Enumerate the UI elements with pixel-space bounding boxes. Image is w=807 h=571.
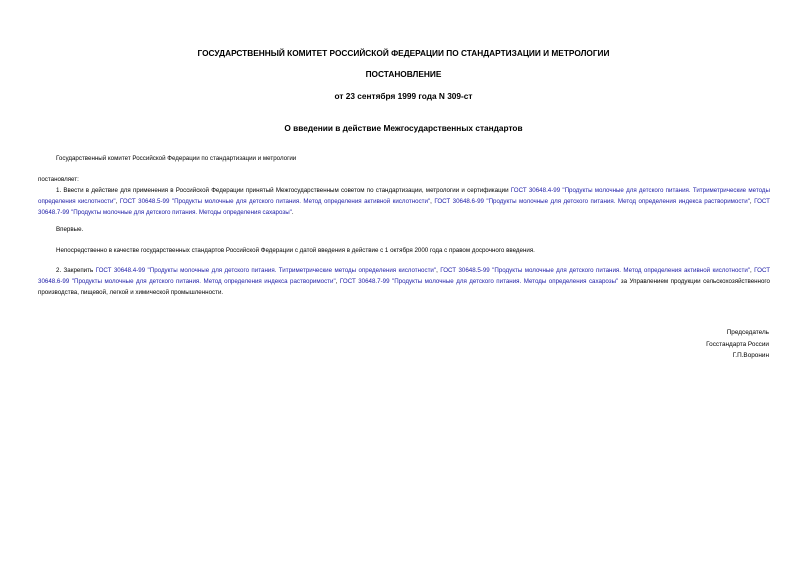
signature-name: Г.П.Воронин: [732, 352, 769, 359]
decision-block: [38, 174, 770, 218]
first-time-block: [38, 224, 770, 235]
gost-30648-7-link[interactable]: ГОСТ 30648.7-99 "Продукты молочные для детского питания. Методы определения сахарозы": [38, 198, 770, 216]
gost-30648-6-link[interactable]: ГОСТ 30648.6-99 "Продукты молочные для детского питания. Метод определения индекса растворимости": [434, 198, 750, 205]
date-number: от 23 сентября 1999 года N 309-ст: [334, 91, 473, 101]
first-time-paragraph: Впервые.: [56, 226, 84, 233]
item-1-paragraph: 1. Ввести в действие для применения в Российской Федерации принятый Межгосударственным советом по стандартизации, метрологии и сертификации ГОСТ 30648.4-99 "Продукты молочные для детского питания. Титриметрические методы определения кислотности", ГОСТ 30648.5-99 "Продукты молочные для детского питания. Метод определения активной кислотности", ГОСТ 30648.6-99 "Продукты молочные для детского питания. Метод определения индекса растворимости", ГОСТ 30648.7-99 "Продукты молочные для детского питания. Методы определения сахарозы".: [38, 187, 770, 216]
decides-label: постановляет:: [38, 176, 79, 183]
intro-block: [38, 153, 770, 164]
signature-role: Председатель: [726, 329, 769, 336]
gost-30648-4-link-2[interactable]: ГОСТ 30648.4-99 "Продукты молочные для детского питания. Титриметрические методы определения кислотности": [95, 267, 437, 274]
gost-30648-5-link-2[interactable]: ГОСТ 30648.5-99 "Продукты молочные для детского питания. Метод определения активной кислотности": [440, 267, 750, 274]
gost-30648-6-link-2[interactable]: ГОСТ 30648.6-99 "Продукты молочные для детского питания. Метод определения индекса растворимости": [38, 267, 770, 285]
direct-paragraph: Непосредственно в качестве государственных стандартов Российской Федерации с датой введения в действие с 1 октября 2000 года с правом досрочного введения.: [56, 247, 535, 254]
document-title: О введении в действие Межгосударственных стандартов: [284, 123, 523, 133]
item-2-block: [38, 265, 770, 298]
document-type: ПОСТАНОВЛЕНИЕ: [365, 69, 442, 79]
signature-block: [706, 327, 769, 362]
gost-30648-7-link-2[interactable]: ГОСТ 30648.7-99 "Продукты молочные для детского питания. Методы определения сахарозы": [339, 278, 619, 285]
item-2-paragraph: 2. Закрепить ГОСТ 30648.4-99 "Продукты молочные для детского питания. Титриметрические методы определения кислотности", ГОСТ 30648.5-99 "Продукты молочные для детского питания. Метод определения активной кислотности", ГОСТ 30648.6-99 "Продукты молочные для детского питания. Метод определения индекса растворимости", ГОСТ 30648.7-99 "Продукты молочные для детского питания. Методы определения сахарозы" за Управлением продукции сельскохозяйственного производства, пищевой, легкой и химической промышленности.: [38, 267, 770, 296]
intro-paragraph: Государственный комитет Российской Федерации по стандартизации и метрологии: [56, 155, 297, 162]
item-2-lead: 2. Закрепить: [56, 267, 96, 274]
gost-30648-4-link[interactable]: ГОСТ 30648.4-99 "Продукты молочные для детского питания. Титриметрические методы определения кислотности": [38, 187, 770, 205]
committee-heading: ГОСУДАРСТВЕННЫЙ КОМИТЕТ РОССИЙСКОЙ ФЕДЕРАЦИИ ПО СТАНДАРТИЗАЦИИ И МЕТРОЛОГИИ: [197, 48, 610, 58]
item-1-lead: 1. Ввести в действие для применения в Российской Федерации принятый Межгосударственным советом по стандартизации, метрологии и сертификации: [56, 187, 511, 194]
gost-30648-5-link[interactable]: ГОСТ 30648.5-99 "Продукты молочные для детского питания. Метод определения активной кислотности": [119, 198, 431, 205]
signature-org: Госстандарта России: [706, 340, 769, 348]
direct-block: [38, 245, 770, 256]
